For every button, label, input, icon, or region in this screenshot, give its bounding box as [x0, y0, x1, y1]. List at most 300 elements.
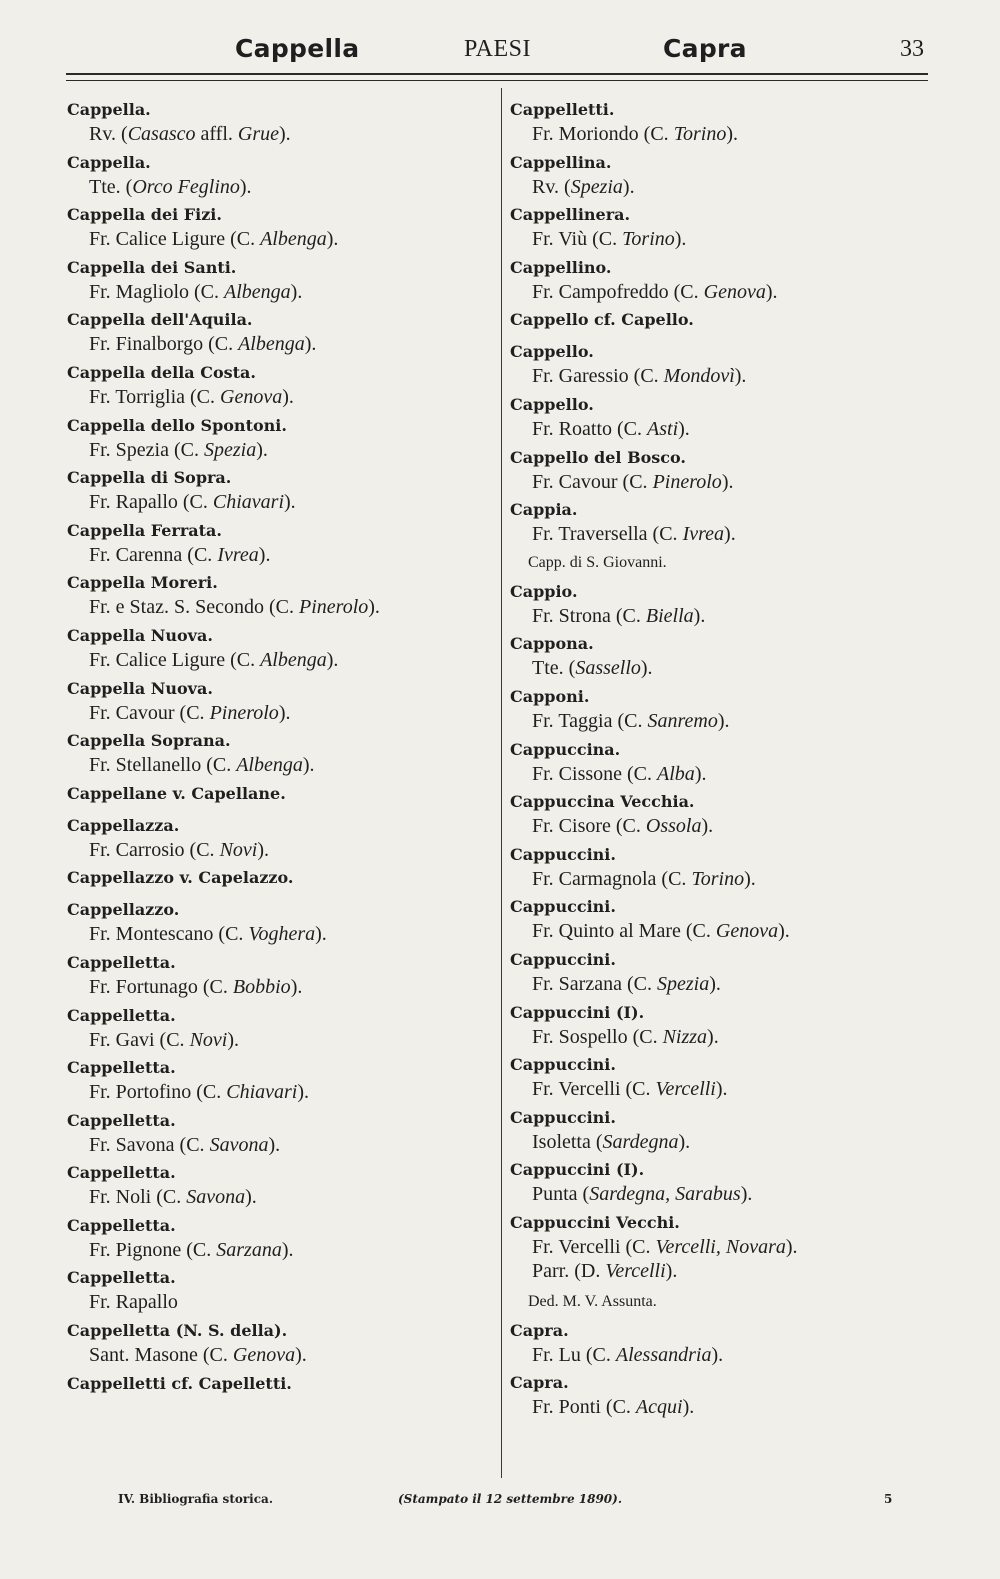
right-column	[510, 98, 930, 1424]
gazetteer-entry	[510, 1319, 930, 1372]
place-name: Ivrea	[682, 523, 725, 546]
place-name: Pinerolo	[652, 470, 722, 493]
place-name: Chiavari	[226, 1081, 298, 1104]
place-name: Orco Feglino	[132, 175, 240, 198]
entry-location	[67, 227, 487, 251]
entry-title: Cappio.	[510, 581, 578, 601]
entry-text: ).	[709, 972, 721, 995]
column-divider	[501, 88, 502, 1478]
gazetteer-entry	[67, 571, 487, 624]
entry-title: Cappellane v. Capellane.	[67, 783, 286, 803]
gazetteer-entry	[67, 1109, 487, 1162]
entry-text: Fr. Quinto al Mare (C.	[532, 920, 716, 943]
place-name: Acqui	[635, 1396, 683, 1419]
entry-title: Capra.	[510, 1320, 569, 1340]
gazetteer-entry	[67, 1214, 487, 1267]
entry-text: Fr. Portofino (C.	[89, 1081, 227, 1104]
gazetteer-entry	[67, 624, 487, 677]
entry-text: Fr. Roatto (C.	[532, 417, 648, 440]
place-name: Albenga	[238, 333, 305, 356]
entry-location	[510, 1343, 930, 1367]
entry-text: Parr. (D.	[532, 1259, 606, 1282]
place-name: Novi	[219, 838, 258, 861]
place-name: Torino	[691, 867, 745, 890]
gazetteer-entry	[67, 414, 487, 467]
entry-title: Cappelletta.	[67, 1005, 176, 1025]
entry-title: Cappuccini.	[510, 1055, 616, 1075]
entry-text: Fr. e Staz. S. Secondo (C.	[89, 596, 299, 619]
gazetteer-entry	[510, 790, 930, 843]
place-name: Torino	[622, 228, 675, 251]
gazetteer-entry	[67, 677, 487, 730]
entry-title: Cappella dei Santi.	[67, 257, 237, 277]
entry-title: Cappella Soprana.	[67, 731, 231, 751]
place-name: Alba	[657, 762, 695, 785]
gazetteer-entry	[510, 256, 930, 309]
place-name: Genova	[715, 920, 779, 943]
entry-title: Cappello cf. Capello.	[510, 310, 694, 330]
running-header	[0, 34, 1000, 70]
entry-location	[510, 1077, 930, 1101]
gazetteer-entry	[510, 151, 930, 204]
gazetteer-entry	[67, 866, 487, 898]
entry-title: Cappuccini.	[510, 949, 616, 969]
gazetteer-entry	[510, 1053, 930, 1106]
entry-text: ).	[674, 228, 687, 251]
entry-title: Cappella Nuova.	[67, 678, 213, 698]
entry-text: ).	[284, 491, 296, 514]
place-name: Ossola	[645, 815, 702, 838]
entry-location	[510, 364, 930, 388]
entry-location	[67, 648, 487, 672]
entry-text: Fr. Stellanello (C.	[89, 754, 237, 777]
entry-text: Fr. Pignone (C.	[89, 1238, 217, 1261]
entry-title: Capra.	[510, 1373, 569, 1393]
place-name: Ivrea	[217, 543, 259, 566]
entry-location	[510, 1182, 930, 1206]
place-name: Genova	[703, 280, 766, 303]
entry-text: ).	[268, 1133, 281, 1156]
entry-text: ).	[326, 648, 339, 671]
place-name: Pinerolo	[299, 596, 369, 619]
entry-text: Fr. Traversella (C.	[532, 523, 683, 546]
entry-title: Cappuccini.	[510, 844, 616, 864]
entry-text: Tte. (	[89, 175, 133, 198]
place-name: Albenga	[260, 648, 327, 671]
gazetteer-entry	[67, 814, 487, 867]
place-name: Sardegna	[602, 1130, 679, 1153]
gazetteer-entry	[67, 1161, 487, 1214]
entry-title: Cappia.	[510, 500, 578, 520]
place-name: Sarzana	[216, 1238, 282, 1261]
entry-location	[67, 1028, 487, 1052]
gazetteer-entry	[510, 340, 930, 393]
entry-text: ).	[785, 1235, 798, 1258]
entry-text: Fr. Savona (C.	[89, 1133, 210, 1156]
entry-title: Cappella Ferrata.	[67, 520, 222, 540]
entry-location	[510, 762, 930, 786]
gazetteer-entry	[67, 308, 487, 361]
footer-series: IV. Bibliografia storica.	[118, 1492, 274, 1506]
entry-text: Fr. Fortunago (C.	[89, 975, 233, 998]
entry-text: Fr. Moriondo (C.	[532, 123, 674, 145]
entry-text: Fr. Montescano (C.	[89, 923, 249, 946]
place-name: Voghera	[248, 923, 316, 946]
entry-location	[510, 522, 930, 546]
entry-text: ).	[227, 1028, 240, 1051]
entry-text: ).	[640, 657, 653, 680]
entry-text: Fr. Rapallo (C.	[89, 491, 213, 514]
entry-text: Fr. Vercelli (C.	[532, 1078, 656, 1101]
place-name: Genova	[220, 385, 283, 408]
entry-text: ).	[701, 815, 714, 838]
gazetteer-entry	[510, 1211, 930, 1290]
entry-title: Capponi.	[510, 686, 590, 706]
place-name: Savona	[186, 1186, 246, 1209]
gazetteer-entry	[510, 1106, 930, 1159]
entry-text: Fr. Cissone (C.	[532, 762, 658, 785]
entry-text: ).	[744, 867, 756, 890]
place-name: Genova	[232, 1344, 296, 1367]
place-name: Sassello	[575, 657, 641, 680]
place-name: Vercelli	[605, 1259, 666, 1282]
entry-text: Fr. Taggia (C.	[532, 709, 648, 732]
entry-text: Sant. Masone (C.	[89, 1344, 233, 1367]
entry-text: Fr. Carrosio (C.	[89, 838, 220, 861]
gazetteer-entry	[67, 256, 487, 309]
entry-parish	[510, 1259, 930, 1283]
entry-location	[510, 1130, 930, 1154]
entry-text: ).	[304, 333, 317, 356]
entry-location	[510, 604, 930, 628]
place-name: Torino	[673, 123, 727, 145]
entry-text: ).	[711, 1343, 724, 1366]
place-name: Albenga	[236, 754, 303, 777]
gazetteer-entry	[67, 151, 487, 204]
entry-text: Fr. Noli (C.	[89, 1186, 187, 1209]
entry-text: ).	[326, 228, 339, 251]
gazetteer-entry	[67, 1056, 487, 1109]
entry-title: Cappelletta.	[67, 1215, 176, 1235]
place-name: Chiavari	[212, 491, 285, 514]
entry-text: Isoletta (	[532, 1130, 603, 1153]
entry-location	[67, 385, 487, 409]
entry-title: Cappella della Costa.	[67, 362, 256, 382]
entry-location	[510, 1395, 930, 1419]
gazetteer-entry	[510, 738, 930, 791]
entry-location	[510, 1025, 930, 1049]
gazetteer-entry	[510, 1001, 930, 1054]
entry-title: Cappello del Bosco.	[510, 447, 686, 467]
entry-text: Fr. Garessio (C.	[532, 365, 664, 388]
entry-title: Cappuccini (I).	[510, 1002, 645, 1022]
entry-title: Cappellazzo.	[67, 900, 180, 920]
entry-title: Cappelletta.	[67, 1058, 176, 1078]
gazetteer-note	[510, 1290, 930, 1319]
entry-title: Cappella dello Spontoni.	[67, 415, 287, 435]
note-text: Ded. M. V. Assunta.	[528, 1292, 657, 1310]
entry-text: Fr. Lu (C.	[532, 1343, 616, 1366]
entry-title: Cappella dei Fizi.	[67, 205, 222, 225]
gazetteer-entry	[510, 446, 930, 499]
entry-title: Cappella.	[67, 152, 151, 172]
gazetteer-entry	[510, 632, 930, 685]
entry-title: Cappelletta (N. S. della).	[67, 1321, 288, 1341]
entry-title: Cappuccini.	[510, 897, 616, 917]
entry-title: Cappuccina.	[510, 739, 621, 759]
entry-text: Punta (	[532, 1183, 590, 1206]
entry-title: Cappella.	[67, 100, 151, 119]
entry-location	[67, 122, 487, 146]
entry-text: ).	[297, 1081, 310, 1104]
gazetteer-entry	[510, 685, 930, 738]
entry-location	[510, 1235, 930, 1259]
gazetteer-entry	[510, 843, 930, 896]
entry-text: ).	[282, 385, 294, 408]
entry-location	[67, 490, 487, 514]
entry-location	[510, 280, 930, 304]
entry-title: Cappelletti.	[510, 100, 615, 119]
entry-location	[67, 332, 487, 356]
header-rule-thin	[66, 80, 928, 81]
header-first-entry: Cappella	[235, 34, 360, 63]
entry-location	[510, 919, 930, 943]
entry-text: ).	[724, 523, 736, 546]
place-name: Bobbio	[232, 975, 291, 998]
entry-location	[510, 656, 930, 680]
entry-title: Cappellinera.	[510, 205, 631, 225]
entry-location	[67, 1185, 487, 1209]
gazetteer-entry	[67, 466, 487, 519]
gazetteer-entry	[510, 1158, 930, 1211]
entry-text: Fr. Torriglia (C.	[89, 385, 221, 408]
header-rule-thick	[66, 73, 928, 75]
entry-location	[67, 280, 487, 304]
entry-text: ).	[717, 709, 730, 732]
entry-text: ).	[281, 1238, 294, 1261]
entry-text: ).	[258, 543, 271, 566]
gazetteer-entry	[510, 895, 930, 948]
entry-location	[67, 701, 487, 725]
entry-text: ).	[302, 754, 315, 777]
entry-text: Fr. Vercelli (C.	[532, 1235, 656, 1258]
gazetteer-entry	[510, 393, 930, 446]
entry-title: Cappellazzo v. Capelazzo.	[67, 868, 294, 888]
place-name: Spezia	[656, 972, 710, 995]
entry-title: Cappello.	[510, 394, 594, 414]
entry-text: ).	[315, 923, 327, 946]
entry-text: Fr. Campofreddo (C.	[532, 280, 704, 303]
entry-title: Cappona.	[510, 634, 594, 654]
entry-text: Fr. Carenna (C.	[89, 543, 218, 566]
gazetteer-entry	[510, 498, 930, 551]
gazetteer-entry	[67, 1372, 487, 1404]
entry-title: Cappella dell'Aquila.	[67, 310, 253, 330]
entry-location	[67, 595, 487, 619]
entry-location	[67, 1133, 487, 1157]
left-column	[67, 98, 487, 1404]
entry-location	[510, 175, 930, 199]
gazetteer-entry	[67, 98, 487, 151]
place-name: Pinerolo	[209, 701, 279, 724]
entry-text: Tte. (	[532, 657, 576, 680]
entry-text: Fr. Calice Ligure (C.	[89, 648, 261, 671]
entry-location	[510, 470, 930, 494]
entry-location	[510, 814, 930, 838]
entry-location	[510, 709, 930, 733]
header-last-entry: Capra	[663, 34, 747, 63]
page-footer	[0, 1492, 1000, 1516]
entry-text: Fr. Calice Ligure (C.	[89, 228, 261, 251]
entry-title: Cappuccini Vecchi.	[510, 1212, 680, 1232]
entry-text: ).	[368, 596, 380, 619]
place-name: Biella	[645, 604, 694, 627]
gazetteer-entry	[510, 1371, 930, 1424]
place-name: Grue	[237, 123, 280, 145]
gazetteer-note	[510, 551, 930, 580]
entry-text: Fr. Rapallo	[89, 1291, 178, 1314]
gazetteer-entry	[67, 729, 487, 782]
entry-title: Cappuccini (I).	[510, 1160, 645, 1180]
entry-text: ).	[678, 1130, 691, 1153]
entry-title: Cappellina.	[510, 152, 612, 172]
entry-text: Fr. Strona (C.	[532, 604, 646, 627]
gazetteer-entry	[67, 203, 487, 256]
gazetteer-entry	[510, 203, 930, 256]
entry-text: Fr. Sarzana (C.	[532, 972, 657, 995]
place-name: Vercelli, Novara	[655, 1235, 786, 1258]
gazetteer-entry	[67, 519, 487, 572]
entry-text: ).	[694, 762, 707, 785]
place-name: Sardegna, Sarabus	[589, 1183, 741, 1206]
place-name: Savona	[209, 1133, 269, 1156]
entry-text: ).	[622, 175, 635, 198]
entry-text: ).	[290, 280, 303, 303]
gazetteer-entry	[67, 782, 487, 814]
entry-text: ).	[256, 438, 268, 461]
entry-location	[67, 1238, 487, 1262]
place-name: Mondovì	[663, 365, 735, 388]
entry-title: Cappelletta.	[67, 1110, 176, 1130]
place-name: Alessandria	[615, 1343, 712, 1366]
entry-location	[67, 1080, 487, 1104]
entry-title: Cappello.	[510, 342, 594, 362]
gazetteer-entry	[510, 948, 930, 1001]
entry-text: Fr. Ponti (C.	[532, 1396, 636, 1419]
entry-text: ).	[765, 280, 778, 303]
gazetteer-entry	[67, 361, 487, 414]
entry-text: Rv. (	[532, 175, 571, 198]
place-name: Albenga	[224, 280, 291, 303]
place-name: Albenga	[260, 228, 327, 251]
entry-text: Fr. Viù (C.	[532, 228, 623, 251]
entry-text: Fr. Magliolo (C.	[89, 280, 225, 303]
entry-text: ).	[295, 1344, 307, 1367]
entry-text: ).	[726, 123, 738, 145]
entry-text: ).	[279, 123, 291, 145]
entry-location	[510, 122, 930, 146]
entry-text: Fr. Cavour (C.	[89, 701, 210, 724]
entry-title: Cappella di Sopra.	[67, 468, 232, 488]
entry-title: Cappella Moreri.	[67, 573, 218, 593]
footer-print-date: (Stampato il 12 settembre 1890).	[398, 1492, 623, 1506]
entry-title: Cappellino.	[510, 257, 612, 277]
entry-title: Cappelletta.	[67, 1163, 176, 1183]
entry-title: Cappuccini.	[510, 1107, 616, 1127]
entry-text: Fr. Carmagnola (C.	[532, 867, 692, 890]
entry-text: ).	[693, 604, 706, 627]
entry-text: Rv. (	[89, 123, 128, 145]
entry-text: ).	[734, 365, 747, 388]
entry-text: ).	[257, 838, 270, 861]
entry-location	[510, 867, 930, 891]
entry-text: affl.	[195, 123, 238, 145]
header-section-title: PAESI	[464, 36, 531, 62]
gazetteer-entry	[510, 308, 930, 340]
entry-title: Cappelletta.	[67, 952, 176, 972]
entry-text: ).	[290, 975, 303, 998]
place-name: Spezia	[204, 438, 257, 461]
gazetteer-entry	[67, 1319, 487, 1372]
place-name: Asti	[647, 417, 679, 440]
gazetteer-entry	[510, 580, 930, 633]
entry-text: ).	[740, 1183, 753, 1206]
entry-text: ).	[278, 701, 291, 724]
entry-text: Fr. Spezia (C.	[89, 438, 204, 461]
entry-location	[67, 438, 487, 462]
gazetteer-entry	[67, 1266, 487, 1319]
entry-text: ).	[245, 1186, 257, 1209]
entry-text: ).	[715, 1078, 728, 1101]
entry-title: Cappella Nuova.	[67, 625, 213, 645]
entry-location	[67, 543, 487, 567]
gazetteer-entry	[67, 951, 487, 1004]
entry-title: Cappelletti cf. Capelletti.	[67, 1373, 292, 1393]
entry-location	[67, 922, 487, 946]
entry-location	[67, 1343, 487, 1367]
place-name: Casasco	[127, 123, 196, 145]
place-name: Spezia	[570, 175, 623, 198]
entry-text: Fr. Sospello (C.	[532, 1025, 663, 1048]
entry-text: ).	[721, 470, 734, 493]
gazetteer-entry	[67, 898, 487, 951]
place-name: Nizza	[662, 1025, 708, 1048]
header-page-number: 33	[900, 36, 924, 62]
entry-text: Fr. Cavour (C.	[532, 470, 653, 493]
place-name: Sanremo	[647, 709, 718, 732]
entry-location	[510, 417, 930, 441]
entry-location	[67, 1290, 487, 1314]
entry-location	[67, 753, 487, 777]
entry-text: ).	[665, 1259, 678, 1282]
entry-location	[67, 175, 487, 199]
entry-location	[510, 227, 930, 251]
place-name: Vercelli	[655, 1078, 716, 1101]
entry-text: ).	[682, 1396, 695, 1419]
entry-text: ).	[239, 175, 252, 198]
entry-title: Cappuccina Vecchia.	[510, 792, 695, 812]
entry-text: Fr. Finalborgo (C.	[89, 333, 239, 356]
entry-location	[67, 838, 487, 862]
entry-text: ).	[778, 920, 790, 943]
entry-title: Cappelletta.	[67, 1268, 176, 1288]
entry-title: Cappellazza.	[67, 815, 180, 835]
entry-location	[510, 972, 930, 996]
entry-text: ).	[678, 417, 690, 440]
gazetteer-entry	[510, 98, 930, 151]
footer-signature: 5	[884, 1492, 893, 1506]
entry-text: Fr. Gavi (C.	[89, 1028, 190, 1051]
